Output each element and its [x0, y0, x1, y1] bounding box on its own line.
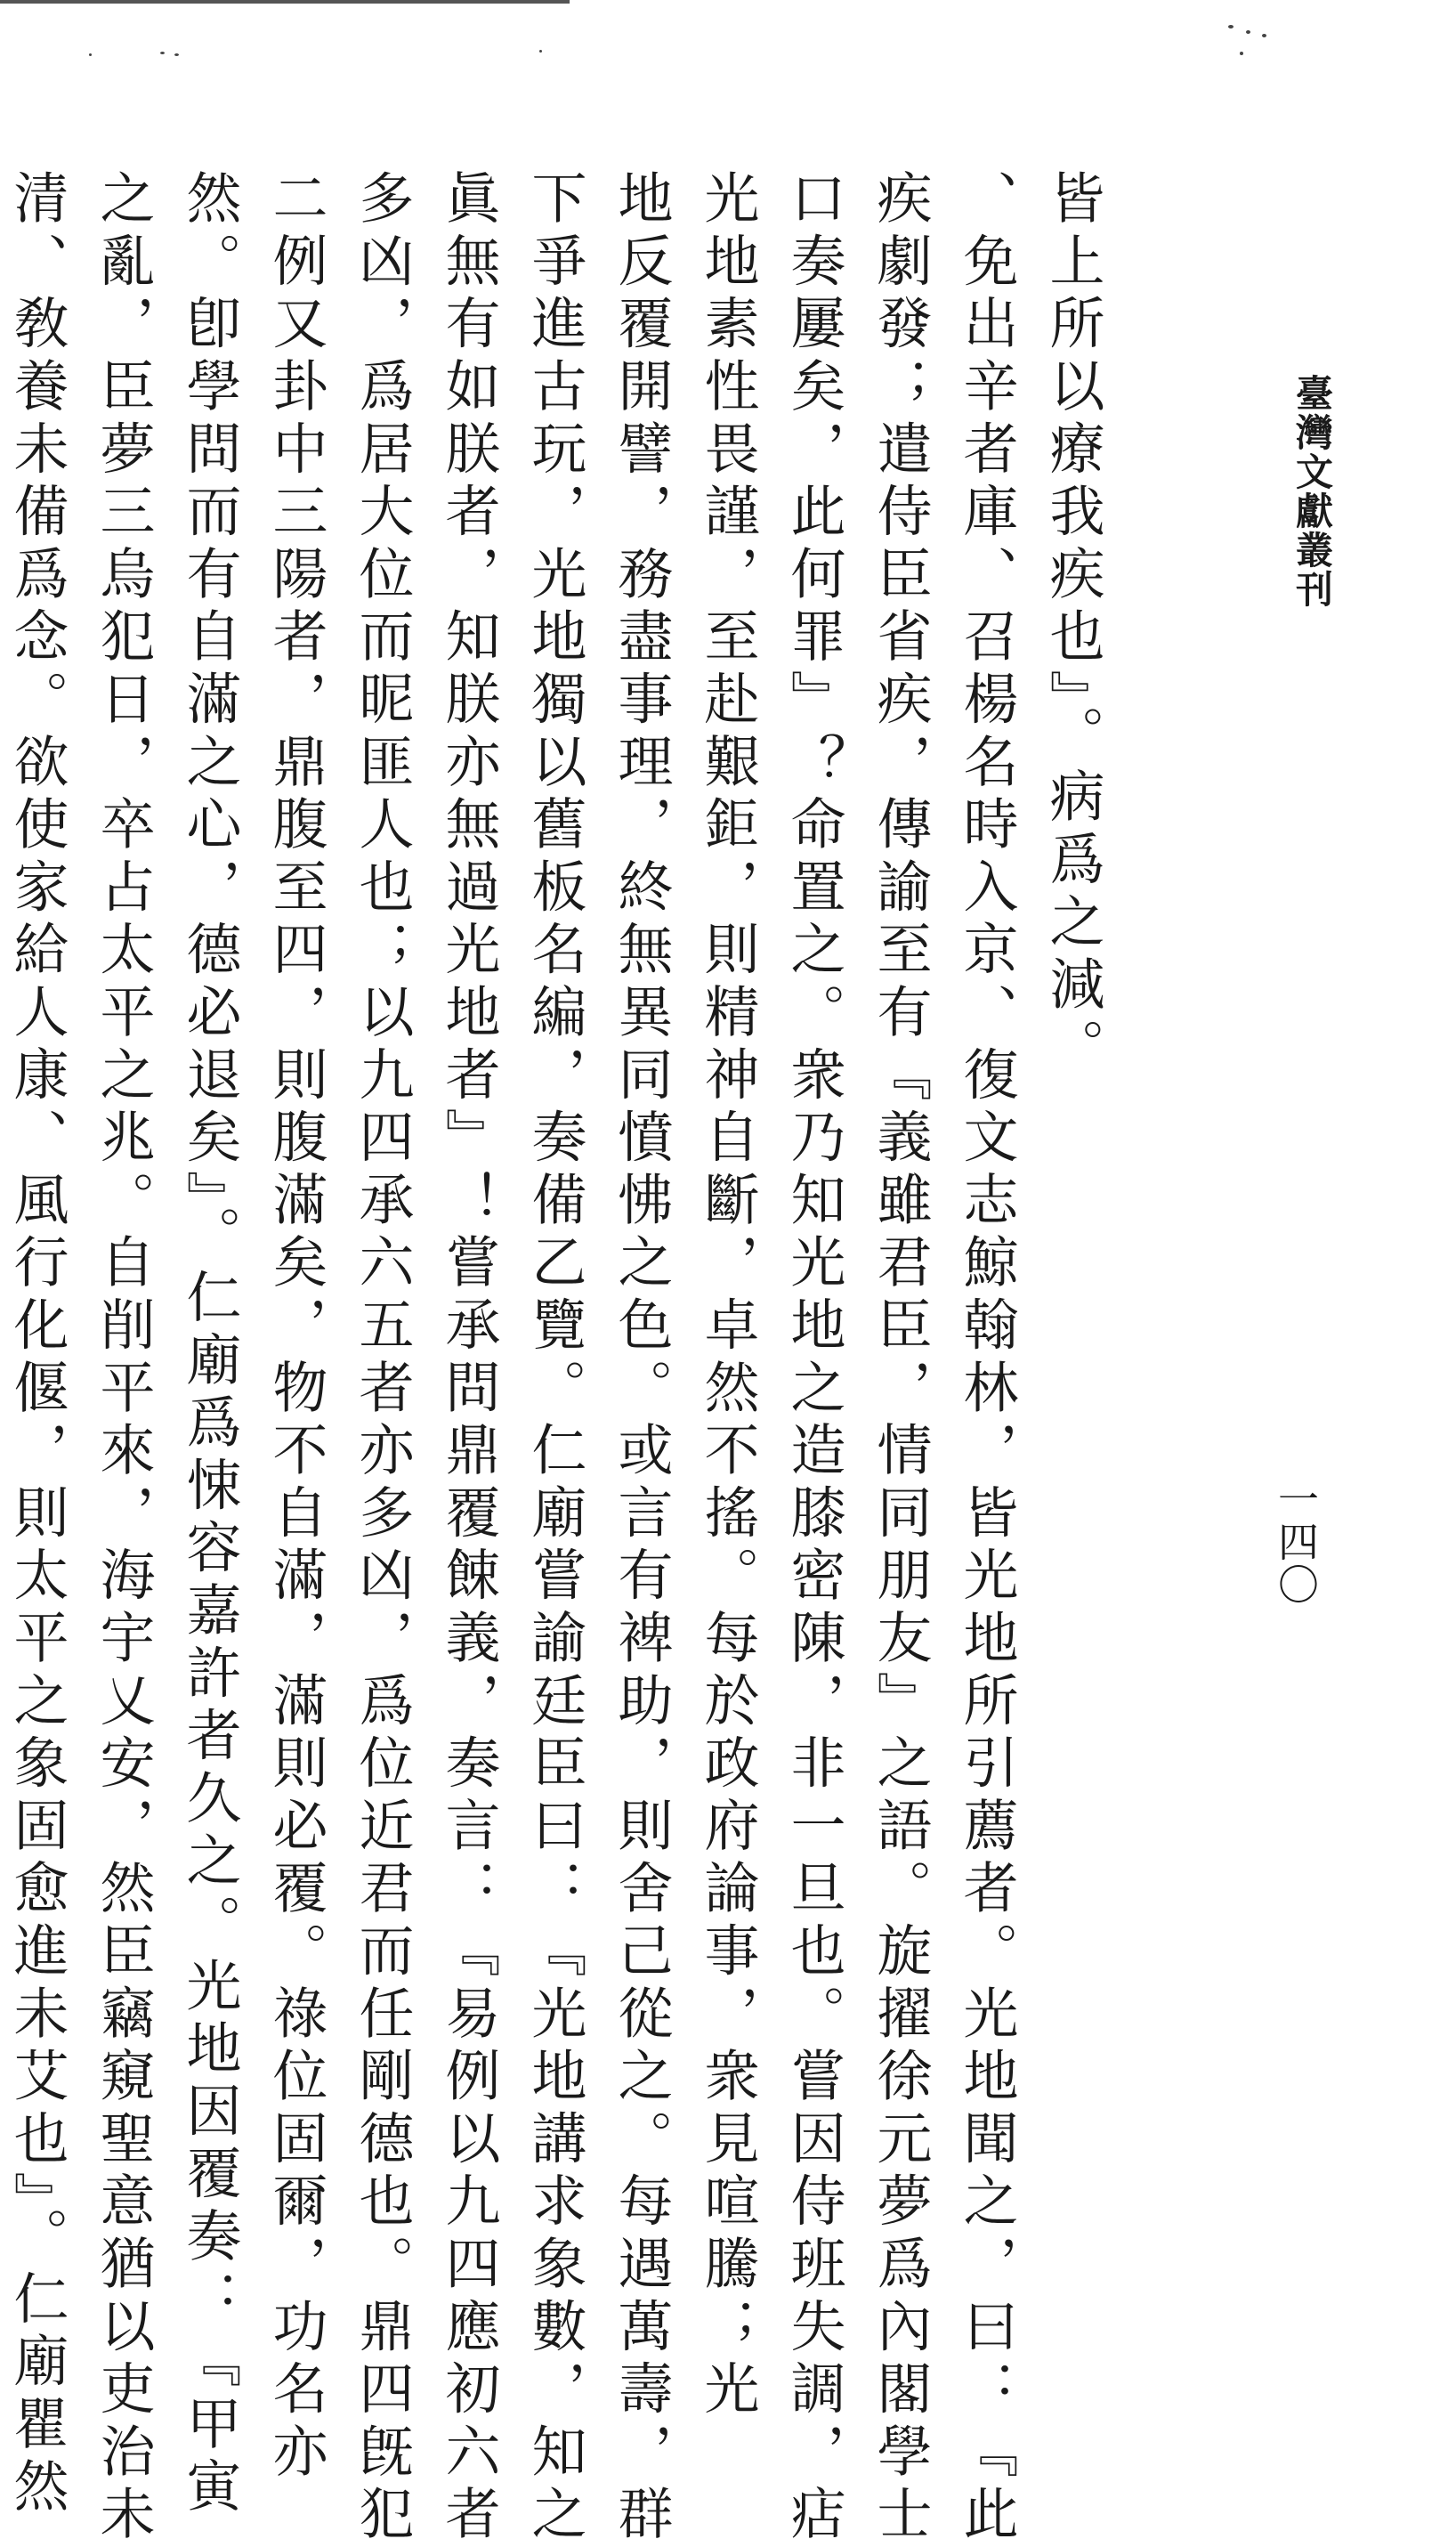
scan-speck: [539, 50, 542, 53]
scan-speck: [174, 53, 179, 56]
text-column: 清、敎養未備爲念。欲使家給人康、風行化偃，則太平之象固愈進未艾也』。仁廟瞿然: [4, 169, 69, 2520]
text-column: 多凶，爲居大位而昵匪人也；以九四承六五者亦多凶，爲位近君而任剛德也。鼎四旣犯: [350, 169, 415, 2547]
text-column: 、免出辛者庫、召楊名時入京、復文志鯨翰林，皆光地所引薦者。光地聞之，曰：『此: [954, 169, 1019, 2547]
text-column: 之亂，臣夢三烏犯日，卒占太平之兆。自削平來，海宇乂安，然臣竊窺聖意猶以吏治未: [91, 169, 156, 2547]
scan-speck: [1246, 30, 1250, 34]
text-column: 口奏屢矣，此何罪』？命置之。衆乃知光地之造膝密陳，非一旦也。嘗因侍班失調，痁: [781, 169, 846, 2547]
text-column: 地反覆開譬，務盡事理，終無異同憤怫之色。或言有裨助，則舍己從之。每遇萬壽，群: [609, 169, 674, 2547]
page-number: 一四〇: [1272, 1478, 1320, 1606]
scan-speck: [1240, 52, 1243, 55]
scan-edge-line: [0, 0, 570, 4]
text-column: 皆上所以療我疾也』。病爲之減。: [1040, 169, 1105, 1081]
scan-speck: [160, 52, 165, 54]
text-column: 光地素性畏謹，至赴艱鉅，則精神自斷，卓然不搖。每於政府論事，衆見喧騰；光: [695, 169, 760, 2422]
text-column: 眞無有如朕者，知朕亦無過光地者』！嘗承問鼎覆餗義，奏言：『易例以九四應初六者: [436, 169, 501, 2547]
text-column: 疾劇發；遣侍臣省疾，傳諭至有『義雖君臣，情同朋友』之語。旋擢徐元夢爲內閣學士: [868, 169, 933, 2547]
scan-speck: [1228, 25, 1234, 28]
scan-speck: [1262, 34, 1266, 37]
text-column: 二例又卦中三陽者，鼎腹至四，則腹滿矣，物不自滿，滿則必覆。祿位固爾，功名亦: [263, 169, 328, 2486]
text-column: 然。卽學問而有自滿之心，德必退矣』。仁廟爲悚容嘉許者久之。光地因覆奏：『甲寅: [177, 169, 242, 2520]
text-column: 下爭進古玩，光地獨以舊板名編，奏備乙覽。仁廟嘗諭廷臣曰：『光地講求象數，知之: [522, 169, 587, 2547]
running-header-title: 臺灣文獻叢刊: [1290, 374, 1334, 609]
body-text: [4, 169, 1105, 2547]
scan-speck: [89, 53, 92, 56]
